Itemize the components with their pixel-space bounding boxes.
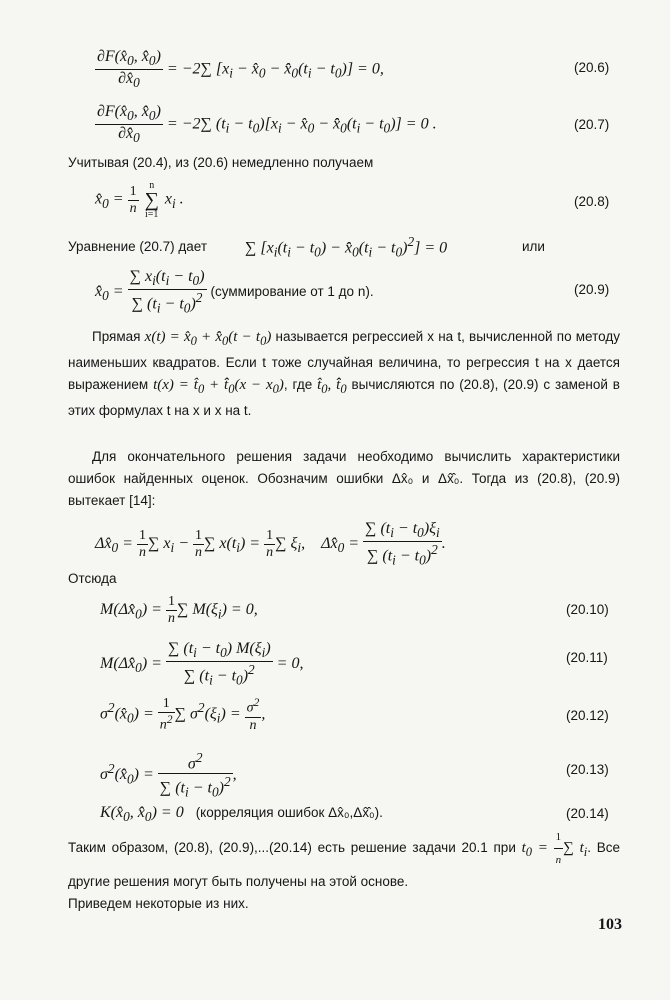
equation-number: (20.6) bbox=[574, 60, 610, 75]
equation-number: (20.7) bbox=[574, 117, 610, 132]
page-number: 103 bbox=[598, 916, 622, 933]
paragraph: Учитывая (20.4), из (20.6) немедленно получаем bbox=[68, 155, 374, 170]
otsyuda-label: Отсюда bbox=[68, 571, 117, 586]
paragraph-conclusion: Таким образом, (20.8), (20.9),...(20.14) есть решение задачи 20.1 при $t_0$ = $\frac{1}{n}$ ∑ $t_i$. Все другие решения могут быть получены на этой основе. Приведем некоторые из них. bbox=[68, 826, 620, 915]
equation-number: (20.12) bbox=[566, 708, 609, 723]
equation-number: (20.9) bbox=[574, 282, 610, 297]
equation-number: (20.10) bbox=[566, 602, 609, 617]
paragraph-regression: Прямая $x(t) = x̂_0$ + $x̂̂_0(t - t_0)$ называется регрессией x на t, вычисленной по методу наименьших квадратов. Если t тоже случайная величина, то регрессия t на x дается выражением $t(x) = t̂_0$ + $t̂̂_0(x - x_0)$, где $t̂_0$, $t̂̂_0$ вычисляются по (20.8), (20.9) с заменой в этих формулах t на x и x на t. bbox=[68, 329, 620, 418]
equation-number: (20.11) bbox=[566, 650, 608, 665]
equation-number: (20.14) bbox=[566, 806, 609, 821]
equation-number: (20.8) bbox=[574, 194, 610, 209]
equation-number: (20.13) bbox=[566, 762, 609, 777]
book-page: $\frac{\partial F(x̂_0, x̂̂_0)}{\partial x̂_0}$ = −2∑ [$x_i$ − $x̂_0$ − $x̂̂_0(t_i - t_0)] = 0$, (20.6) $\frac{\partial F(x̂_0, x̂̂_0)}{\partial x̂̂_0}$ = −2∑ $(t_i - t_0)[x_i$ − $x̂_0$ − $x̂̂_0(t_i - t_0)] = 0$ . (20.7) Учитывая (20.4), из (20.6) немедленно получаем $x̂_0$ = $\frac{1}{n}$ n ∑ i=1 $x_i$ . (20.8) Уравнение (20.7) дает ∑ [$x_i(t_i - t_0)$ − $x̂̂_0(t_i - t_0)^2] = 0$ или $x̂̂_0$ = $\frac{\sum x_i(t_i - t_0)}{\sum (t_i - t_0)^2}$ (суммирование от 1 до n). (20.9) Прямая $x(t) = x̂_0$ + $x̂̂_0(t - t_0)$ называется регрессией x на t, вычисленной по методу наименьших квадратов. Если t тоже случайная величина, то регрессия t на x дается выражением $t(x) = t̂_0$ + $t̂̂_0(x - x_0)$, где $t̂_0$, $t̂̂_0$ вычисляются по (20.8), (20.9) с заменой в этих формулах t на x и x на t. Для окончательного решения задачи необходимо вычислить характеристики ошибок найденных оценок. Обозначим ошибки Δx̂₀ и Δx̂̂₀. Тогда из (20.8), (20.9) вытекает [14]: $\Delta x̂_0$ = $\frac{1}{n}$ ∑ $x_i$ − $\frac{1}{n}$ ∑ $x(t_i)$ = $\frac{1}{n}$ ∑ $\xi_i$, $\Delta x̂̂_0$ = $\frac{\sum (t_i - t_0)\xi_i}{\sum (t_i - t_0)^2}$ . Отсюда $M(\Delta x̂_0)$ = $\frac{1}{n}$ ∑ $M(\xi_i) = 0$, (20.10) $M(\Delta x̂̂_0)$ = $\frac{\sum (t_i - t_0) M(\xi_i)}{\sum (t_i - t_0)^2}$ = 0, (20.11) $\sigma^2(x̂_0)$ = $\frac{1}{n^2}$ ∑ $\sigma^2(\xi_i)$ = $\frac{\sigma^2}{n}$ , (20.12) $\sigma^2(x̂̂_0)$ = $\frac{\sigma^2}{\sum (t_i - t_0)^2}$ , (20.13) $K(x̂_0$, $x̂̂_0) = 0$ (корреляция ошибок Δx̂₀,Δx̂̂₀). (20.14) Таким образом, (20.8), (20.9),...(20.14) есть решение задачи 20.1 при $t_0$ = $\frac{1}{n}$ ∑ $t_i$. Все другие решения могут быть получены на этой основе. Приведем некоторые из них. 103 bbox=[0, 0, 670, 1000]
paragraph-errors: Для окончательного решения задачи необходимо вычислить характеристики ошибок найденных оценок. Обозначим ошибки Δx̂₀ и Δx̂̂₀. Тогда из (20.8), (20.9) вытекает [14]: bbox=[68, 449, 620, 508]
